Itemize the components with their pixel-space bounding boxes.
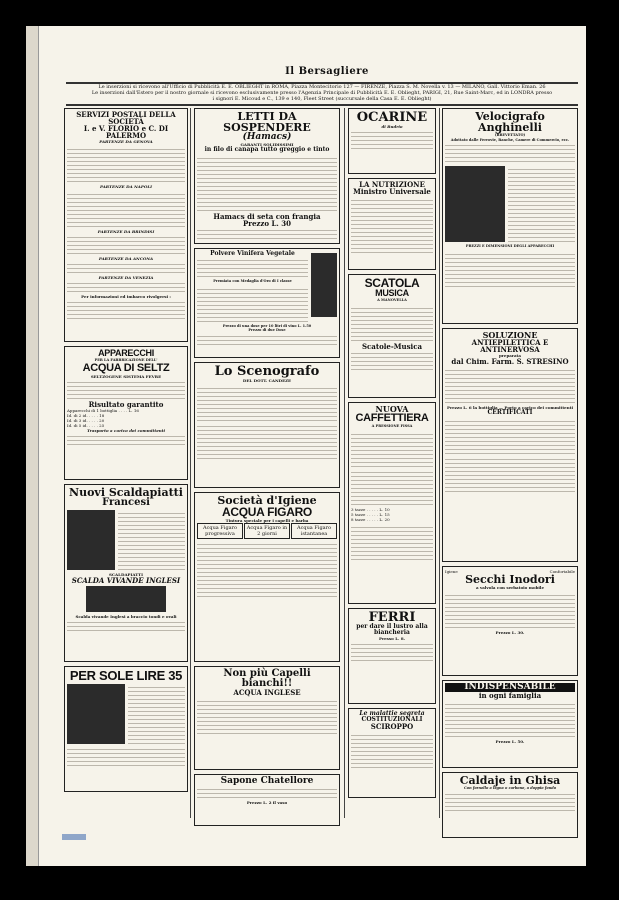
premiata-label: Premiata con Medaglia d'Oro di I classe (213, 279, 292, 283)
ocarine-ad (348, 108, 436, 174)
prezzi-dimensioni: PREZZI E DIMENSIONI DEGLI APPARECCHI (465, 244, 555, 248)
notice-line-3: i signori E. Micoud e C., 139 e 140, Fleet Street (succursale della Casa E. E. Oblieght) (212, 96, 432, 102)
scatola-title: SCATOLA (364, 276, 420, 290)
velocigrafo-ad (442, 108, 578, 324)
caffettiera-title: CAFFETTIERA (355, 412, 429, 424)
scenografo-title: Lo Scenografo (214, 364, 320, 379)
text-lines (67, 435, 185, 445)
figaro-istantanea: Acqua Figaro istantanea (291, 523, 337, 539)
text-lines (67, 301, 185, 319)
text-lines (351, 431, 433, 467)
price-item: Apparecchi di 1 bottiglia . . . . L. 16 (67, 407, 139, 413)
partenze-brindisi: PARTENZE DA BRINDISI (97, 229, 155, 234)
polvere-title: Polvere Vinifera Vegetale (210, 250, 295, 257)
price-item: Id. di 2 id. . . . . 18 (67, 412, 105, 418)
figaro-2-giorni: Acqua Figaro in 2 giorni (244, 523, 290, 539)
text-lines (197, 155, 337, 191)
price-item: 8 tazze . . . . . L. 20 (351, 516, 390, 522)
text-lines (445, 251, 575, 287)
text-lines (128, 684, 185, 744)
scaldapiatti-illustration (67, 510, 115, 570)
prezzo-sapone: Prezzo L. 2 il vaso (246, 800, 288, 805)
letti-title: LETTI DA SOSPENDERE (223, 110, 311, 134)
soluzione-title: SOLUZIONE (482, 330, 538, 340)
seltz-price-list (67, 408, 185, 428)
caldaje-title: Caldaje in Ghisa (459, 774, 561, 787)
text-lines (351, 352, 433, 370)
adottato-label: Adottato dalle Ferrovie, Banche, Camere di Commercio, ecc. (450, 137, 570, 142)
malattie-ad (348, 708, 436, 798)
garanti-label: GARANTI SOLIDISSIMI (240, 142, 294, 147)
masthead-title: Il Bersagliere (285, 66, 369, 77)
trasporto-label: Trasporto a carico dei committenti (86, 427, 166, 433)
text-lines (445, 592, 575, 628)
text-lines (67, 748, 185, 766)
igiene-label: Igiene (445, 569, 458, 574)
text-lines (351, 235, 433, 253)
figaro-variants (197, 523, 337, 539)
ocarine-sub: di Budrio (381, 124, 403, 129)
velocigrafo-illustration (445, 166, 505, 242)
sapone-title: Sapone Chatellore (220, 776, 314, 786)
servizi-title: SERVIZI POSTALI DELLA SOCIETÀ (76, 110, 176, 126)
hamacs-sub: (Hamacs) (242, 132, 292, 142)
text-lines (197, 541, 337, 577)
per-fabbricazione: PER LA FABBRICAZIONE DELL' (94, 358, 158, 362)
newspaper-page (42, 68, 582, 818)
text-lines (351, 305, 433, 341)
text-lines (508, 166, 575, 242)
column-rule (344, 108, 345, 818)
text-lines (351, 469, 433, 505)
text-lines (197, 335, 337, 345)
text-lines (67, 236, 185, 254)
letti-ad (194, 108, 340, 244)
text-lines (197, 698, 337, 734)
musica-title: MUSICA (375, 288, 409, 298)
valvola-label: a valvola con serbatoio mobile (476, 585, 544, 590)
nutrizione-title: LA NUTRIZIONE Ministro Universale (353, 180, 431, 196)
column-rule (190, 108, 191, 818)
servizi-subtitle: I. e V. FLORIO e C. DI PALERMO (83, 124, 169, 140)
capelli-title: Non più Capelli bianchi!! (223, 668, 311, 689)
partenze-genova: PARTENZE DA GENOVA (99, 139, 153, 144)
ferri-ad (348, 608, 436, 704)
hamacs-seta: Hamacs di seta con frangia (213, 212, 321, 221)
capelli-bianchi-ad (194, 666, 340, 770)
costituzionali: COSTITUZIONALI (361, 716, 423, 723)
societa-igiene: Società d'Igiene (217, 494, 317, 507)
caldaje-sub: Con fornello a legna o carbone, a doppio fondo (463, 786, 557, 790)
caldaje-ad (442, 772, 578, 838)
price-item: Id. di 3 id. . . . . 20 (67, 417, 105, 423)
scaldapiatti-subtitle: Francesi (102, 497, 150, 508)
advertising-notice (66, 80, 578, 106)
secchi-title: Secchi Inodori (465, 573, 555, 586)
price-item: 3 tazze . . . . . L. 10 (351, 506, 390, 512)
malattie-title: Le malattie segreta (359, 710, 425, 717)
brevettato-label: (BREVETTATO) (494, 133, 526, 137)
velocigrafo-title: Velocigrafo Anghinelli (475, 110, 545, 134)
risultato-garantito: Risultato garantito (88, 399, 164, 409)
sewing-machine-ad (64, 666, 188, 792)
text-lines (67, 282, 185, 292)
manovella-label: A MANOVELLA (377, 298, 407, 302)
text-lines (197, 788, 337, 798)
text-lines (445, 456, 575, 492)
indispensabile-ad (442, 680, 578, 768)
notice-rule (66, 104, 578, 106)
prezzo-bottiglia: Prezzo L. 6 la bottiglia — Porto a carico dei committenti (446, 405, 573, 410)
seltz-heading: ACQUA DI SELTZ (82, 361, 170, 374)
price-item: Id. di 5 id. . . . . 25 (67, 422, 105, 428)
ogni-famiglia: in ogni famiglia (478, 691, 542, 700)
candeze-label: DEL DOTT. CANDEZE (242, 378, 292, 383)
column-2 (194, 108, 340, 830)
text-lines (197, 259, 308, 277)
caffettiera-prices (351, 507, 433, 522)
notice-line-1: Le inserzioni si ricevono all'Ufficio di Pubblicità E. E. OBLIEGHT in ROMA, Piazza Montecitorio 127 — FIRENZE, Piazza S. M. Novella v. 13 — MILANO, Gall. Vittorio Eman. 26 (98, 84, 546, 90)
prezzo-due-dose: Prezzo di due Dose (248, 328, 286, 332)
price-item: 5 tazze . . . . . L. 15 (351, 511, 390, 517)
prezzo-l30: Prezzo L. 30 (243, 219, 291, 228)
sewing-machine-illustration (67, 684, 125, 744)
seltz-ad (64, 346, 188, 480)
column-1 (64, 108, 188, 796)
scalda-vivande-illustration (86, 586, 166, 612)
text-lines (351, 732, 433, 768)
text-lines (118, 510, 185, 570)
sole-lire-heading: PER SOLE LIRE 35 (69, 668, 183, 683)
chim-label: dal Chim. Farm. S. STRESINO (451, 357, 569, 366)
text-lines (445, 701, 575, 737)
column-3 (348, 108, 436, 802)
text-lines (67, 146, 185, 182)
text-lines (197, 385, 337, 421)
acqua-inglese: ACQUA INGLESE (233, 688, 301, 697)
color-calibration-tab (62, 834, 86, 840)
notice-line-2: Le inserzioni dall'Estero per il nostro giornale si ricevono esclusivamente presso l'Agenzia Principale di Pubblicità E. E. Oblieght, PARIGI, 21, Rue Saint-Marc, ed in LONDRA presso (91, 90, 553, 96)
seltzogene: SELTZOGENE SISTEMA FEVRE (90, 373, 162, 379)
text-lines (197, 423, 337, 459)
text-lines (351, 197, 433, 233)
prezzo-ind: Prezzo L. 50. (495, 739, 525, 744)
pressione-label: A PRESSIONE FISSA (371, 424, 413, 428)
prezzo-secchi: Prezzo L. 30. (495, 630, 525, 635)
scatola-musica-ad (348, 274, 436, 398)
text-lines (445, 144, 575, 162)
sapone-ad (194, 774, 340, 826)
figaro-progressiva: Acqua Figaro progressiva (197, 523, 243, 539)
imbarco-label: Per informazioni ed imbarco rivolgersi : (81, 294, 171, 299)
antiepilettica-title: ANTIEPILETTICA E ANTINERVOSA (471, 338, 549, 354)
prezzo-polvere: Prezzo di una dose per 10 litri di vino L. 1.50 (222, 323, 312, 328)
caffettiera-ad (348, 402, 436, 604)
scaldapiatti-title: Nuovi Scaldapiatti (69, 486, 183, 499)
scalda-text: Scalda vivande Inglesi a braccio tondi e ovali (75, 614, 177, 619)
newspaper-sheet (26, 26, 586, 866)
prezzo-ferri: Presso L. 8. (379, 636, 405, 641)
ferri-title: FERRI (368, 610, 416, 625)
servizi-postali-ad (64, 108, 188, 342)
polvere-ad (194, 248, 340, 358)
confortabile-label: Confortabile (549, 569, 575, 574)
column-rule (439, 108, 440, 818)
certificati-heading: CERTIFICATI (487, 409, 533, 416)
grape-bottle-illustration (311, 253, 337, 317)
filo-label: in filo di canapa tutto greggio e tinto (204, 146, 330, 153)
column-4 (442, 108, 578, 842)
ferri-sub: per dare il lustro alla biancheria (356, 623, 428, 636)
preparata-label: preparata (499, 353, 521, 358)
text-lines (445, 418, 575, 454)
acqua-figaro-ad (194, 492, 340, 662)
ocarine-title: OCARINE (356, 110, 428, 125)
sciroppo-label: SCIROPPO (370, 722, 414, 731)
scaldapiatti-label: SCALDAPIATTI (108, 572, 143, 577)
soluzione-ad (442, 328, 578, 562)
apparecchi-heading: APPARECCHI (98, 348, 154, 358)
binding-margin (26, 26, 39, 866)
text-lines (197, 286, 308, 322)
text-lines (67, 191, 185, 227)
scalda-vivande-heading: SCALDA VIVANDE INGLESI (71, 576, 181, 585)
scaldapiatti-ad (64, 484, 188, 662)
partenze-venezia: PARTENZE DA VENEZIA (98, 275, 154, 280)
secchi-ad (442, 566, 578, 676)
text-lines (445, 793, 575, 811)
scatole-musica: Scatole-Musica (361, 341, 422, 351)
nuova-label: NUOVA (375, 404, 409, 414)
nutrizione-ad (348, 178, 436, 270)
partenze-napoli: PARTENZE DA NAPOLI (99, 184, 153, 189)
text-lines (197, 579, 337, 597)
tintura-label: Tintura speciale per i capelli e barba (225, 518, 309, 523)
acqua-figaro-title: ACQUA FIGARO (222, 505, 312, 519)
partenze-ancona: PARTENZE DA ANCONA (98, 256, 154, 261)
text-lines (351, 524, 433, 560)
indispensabile-title: INDISPENSABILE (445, 683, 575, 692)
text-lines (197, 193, 337, 211)
text-lines (67, 381, 185, 399)
text-lines (197, 229, 337, 239)
text-lines (351, 131, 433, 149)
text-lines (67, 621, 185, 631)
scenografo-ad (194, 362, 340, 488)
text-lines (445, 367, 575, 403)
text-lines (351, 643, 433, 661)
text-lines (67, 263, 185, 273)
